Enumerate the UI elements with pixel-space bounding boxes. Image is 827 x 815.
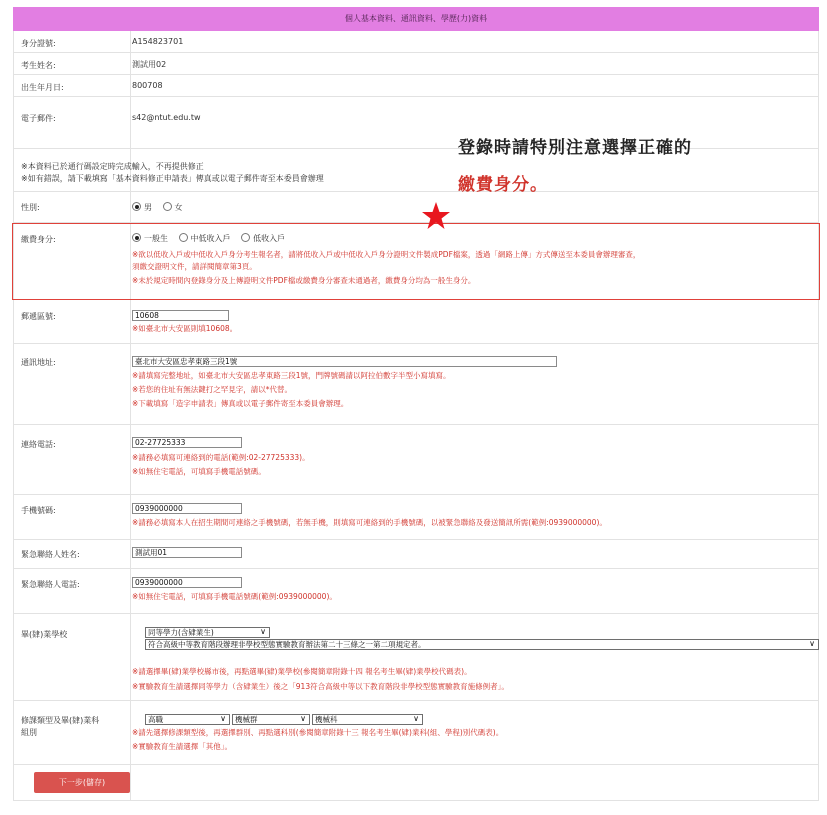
chevron-down-icon: ∨: [220, 714, 226, 723]
emergency-name-input[interactable]: 測試用01: [132, 547, 242, 558]
name-value: 測試用02: [132, 60, 167, 69]
chevron-down-icon: ∨: [300, 714, 306, 723]
gender-radio-male[interactable]: [132, 203, 152, 212]
row-program: [13, 701, 819, 765]
department-select-value: 機械科: [315, 715, 338, 724]
birth-value: 800708: [132, 81, 163, 90]
address-hint-1: ※請填寫完整地址，如臺北市大安區忠孝東路三段1號，門牌號碼請以阿拉伯數字半型小寫填寫。: [132, 371, 451, 380]
address-hint-2: ※若您的住址有無法鍵打之罕見字，請以*代替。: [132, 385, 293, 394]
emergency-name-label: 緊急聯絡人姓名:: [21, 550, 80, 559]
birth-label: 出生年月日:: [21, 83, 64, 92]
school-type-select-value: 同等學力(含肄業生): [148, 628, 214, 637]
row-address: [13, 344, 819, 425]
zip-input[interactable]: 10608: [132, 310, 229, 321]
row-zip: [13, 300, 819, 344]
mobile-label: 手機號碼:: [21, 506, 56, 515]
school-hint-1: ※請選擇畢(肄)業學校縣市後，再點選畢(肄)業學校(參閱簡章附錄十四 報名考生畢(肄)業學校代碼表)。: [132, 667, 472, 676]
next-save-button[interactable]: 下一步(儲存): [34, 772, 130, 793]
program-hint-2: ※實驗教育生請選擇「其他」。: [132, 742, 233, 751]
school-type-select[interactable]: [145, 627, 270, 638]
section-header: 個人基本資料、通訊資料、學歷(力)資料: [13, 7, 819, 31]
callout-line-2: 繳費身分。: [458, 175, 548, 195]
gender-female-label: 女: [174, 203, 183, 212]
fee-note-2: 須繳交證明文件，請詳閱簡章第3頁。: [132, 262, 257, 271]
row-emergency-name: [13, 540, 819, 569]
chevron-down-icon: ∨: [809, 639, 815, 648]
phone-label: 連絡電話:: [21, 440, 56, 449]
row-school: [13, 614, 819, 701]
address-input[interactable]: 臺北市大安區忠孝東路三段1號: [132, 356, 557, 367]
row-phone: [13, 425, 819, 495]
row-mobile: [13, 495, 819, 540]
callout-line-1: 登錄時請特別注意選擇正確的: [458, 138, 692, 158]
fee-note-3: ※未於規定時間內登錄身分及上傳證明文件PDF檔或繳費身分審查未通過者，繳費身分均為一般生身分。: [132, 276, 476, 285]
emergency-phone-label: 緊急聯絡人電話:: [21, 580, 80, 589]
program-hint-1: ※請先選擇修課類型後，再選擇群別、再點選科別(參閱簡章附錄十三 報名考生畢(肄)業科(組、學程)別代碼表)。: [132, 728, 504, 737]
fee-note-1: ※欲以低收入戶或中低收入戶身分考生報名者，請將低收入戶或中低收入戶身分證明文件製成PDF檔案，透過「網路上傳」方式傳送至本委員會辦理審查，: [132, 250, 641, 259]
mobile-input[interactable]: 0939000000: [132, 503, 242, 514]
row-gender: [13, 192, 819, 223]
gender-radio-female[interactable]: [163, 203, 183, 212]
gender-label: 性別:: [21, 203, 40, 212]
id-number-value: A154823701: [132, 37, 184, 46]
mobile-hint: ※請務必填寫本人在招生期間可連絡之手機號碼，若無手機，則填寫可連絡到的手機號碼，以被緊急聯絡及發送簡訊所需(範例:0939000000)。: [132, 518, 607, 527]
program-label-line-1: 修課類型及畢(肄)業科: [21, 716, 100, 725]
fee-highlight-box: [12, 223, 820, 300]
name-label: 考生姓名:: [21, 61, 56, 70]
emergency-phone-input[interactable]: 0939000000: [132, 577, 242, 588]
school-hint-2: ※實驗教育生請選擇同等學力（含肄業生）後之「913符合高級中等以下教育階段非學校型態實驗教育施條例者」。: [132, 682, 509, 691]
program-label-line-2: 組別: [21, 728, 37, 737]
radio-unchecked-icon[interactable]: [163, 202, 172, 211]
row-name: [13, 53, 819, 75]
gender-options: [132, 202, 183, 213]
school-name-select-value: 符合高級中等教育階段辦理非學校型態實驗教育辦法第二十三條之一第二項規定者。: [148, 640, 426, 649]
row-notice: [13, 149, 819, 192]
fee-general-label: 一般生: [144, 234, 168, 243]
email-value: s42@ntut.edu.tw: [132, 113, 201, 122]
course-type-select-value: 高職: [148, 715, 163, 724]
star-icon: [421, 201, 451, 231]
email-label: 電子郵件:: [21, 114, 56, 123]
department-select[interactable]: [312, 714, 423, 725]
school-label: 畢(肄)業學校: [21, 630, 68, 639]
notice-line-1: ※本資料已於通行碼設定時完成輸入，不再提供修正: [21, 162, 204, 171]
zip-label: 郵遞區號:: [21, 312, 56, 321]
notice-line-2: ※如有錯誤，請下載填寫「基本資料修正申請表」傳真或以電子郵件寄至本委員會辦理: [21, 174, 324, 183]
chevron-down-icon: ∨: [260, 627, 266, 636]
phone-input[interactable]: 02-27725333: [132, 437, 242, 448]
gender-male-label: 男: [144, 203, 152, 212]
radio-checked-icon[interactable]: [132, 202, 141, 211]
address-hint-3: ※下載填寫「造字申請表」傳真或以電子郵件寄至本委員會辦理。: [132, 399, 349, 408]
id-number-label: 身分證號:: [21, 39, 56, 48]
row-email: [13, 97, 819, 149]
group-select[interactable]: [232, 714, 310, 725]
row-birth: [13, 75, 819, 97]
fee-label: 繳費身分:: [21, 235, 56, 244]
row-emergency-phone: [13, 569, 819, 614]
fee-mid-low-label: 中低收入戶: [190, 234, 231, 243]
fee-low-label: 低收入戶: [253, 234, 286, 243]
school-name-select[interactable]: [145, 639, 819, 650]
phone-hint-2: ※如無住宅電話，可填寫手機電話號碼。: [132, 467, 266, 476]
phone-hint-1: ※請務必填寫可連絡到的電話(範例:02-27725333)。: [132, 453, 310, 462]
emergency-phone-hint: ※如無住宅電話，可填寫手機電話號碼(範例:0939000000)。: [132, 592, 337, 601]
course-type-select[interactable]: [145, 714, 230, 725]
group-select-value: 機械群: [235, 715, 258, 724]
row-id-number: [13, 31, 819, 53]
chevron-down-icon: ∨: [413, 714, 419, 723]
address-label: 通訊地址:: [21, 358, 56, 367]
zip-hint: ※如臺北市大安區則填10608。: [132, 324, 238, 333]
